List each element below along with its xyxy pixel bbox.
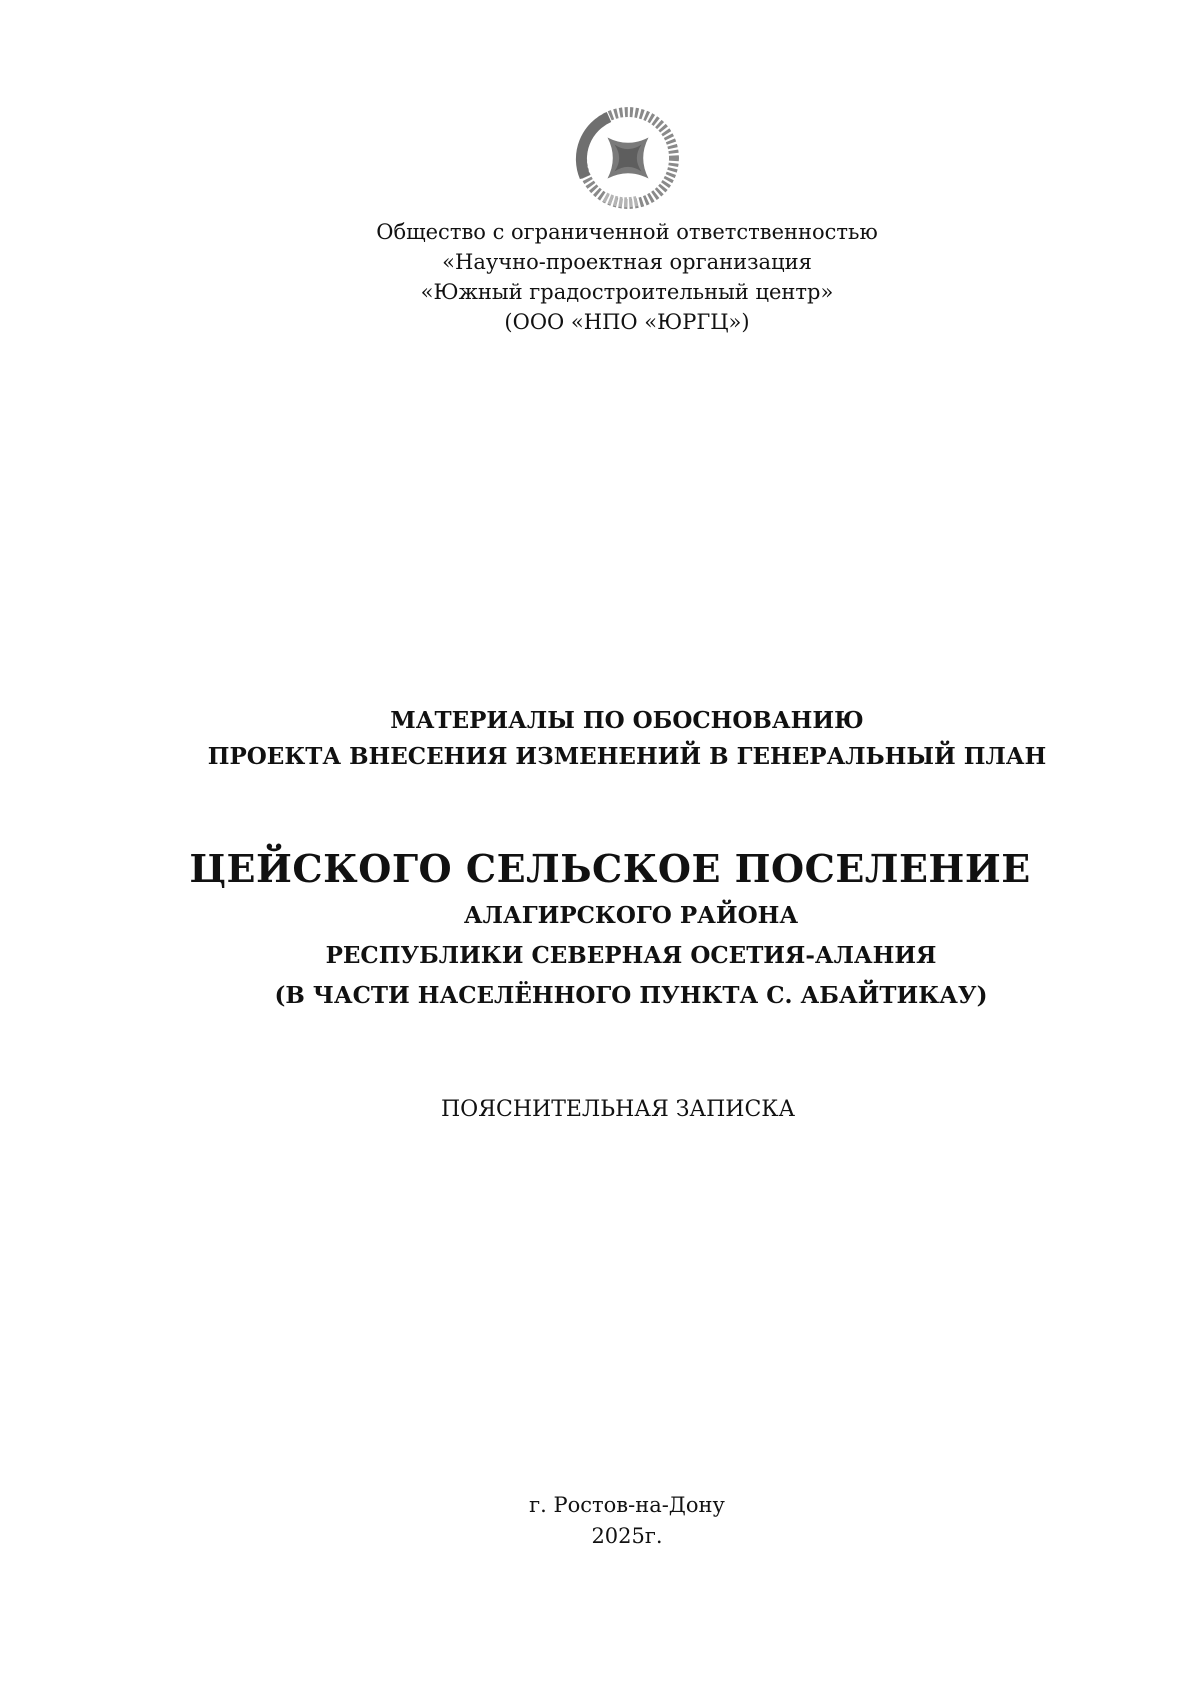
settlement-subtitle [0, 896, 1200, 1016]
materials-heading [0, 703, 1200, 775]
footer [0, 1490, 1200, 1552]
organization-line-1: Общество с ограниченной ответственностью [376, 220, 878, 244]
republic-line: РЕСПУБЛИКИ СЕВЕРНАЯ ОСЕТИЯ-АЛАНИЯ [325, 942, 937, 969]
city: г. Ростов-на-Дону [529, 1493, 725, 1517]
settlement-title: ЦЕЙСКОГО СЕЛЬСКОЕ ПОСЕЛЕНИЕ [189, 846, 1031, 891]
organization-short-name: (ООО «НПО «ЮРГЦ») [504, 310, 750, 334]
company-emblem-icon [575, 105, 681, 211]
materials-heading-line-2: ПРОЕКТА ВНЕСЕНИЯ ИЗМЕНЕНИЙ В ГЕНЕРАЛЬНЫЙ ПЛАН [207, 743, 1047, 770]
locality-part-line: (В ЧАСТИ НАСЕЛЁННОГО ПУНКТА С. АБАЙТИКАУ) [274, 982, 988, 1009]
district-line: АЛАГИРСКОГО РАЙОНА [463, 902, 799, 929]
year: 2025г. [591, 1524, 663, 1548]
organization-line-3: «Южный градостроительный центр» [420, 280, 834, 304]
materials-heading-line-1: МАТЕРИАЛЫ ПО ОБОСНОВАНИЮ [390, 707, 864, 734]
organization-name [0, 217, 1200, 337]
organization-line-2: «Научно-проектная организация [442, 250, 812, 274]
document-type: ПОЯСНИТЕЛЬНАЯ ЗАПИСКА [441, 1097, 795, 1122]
